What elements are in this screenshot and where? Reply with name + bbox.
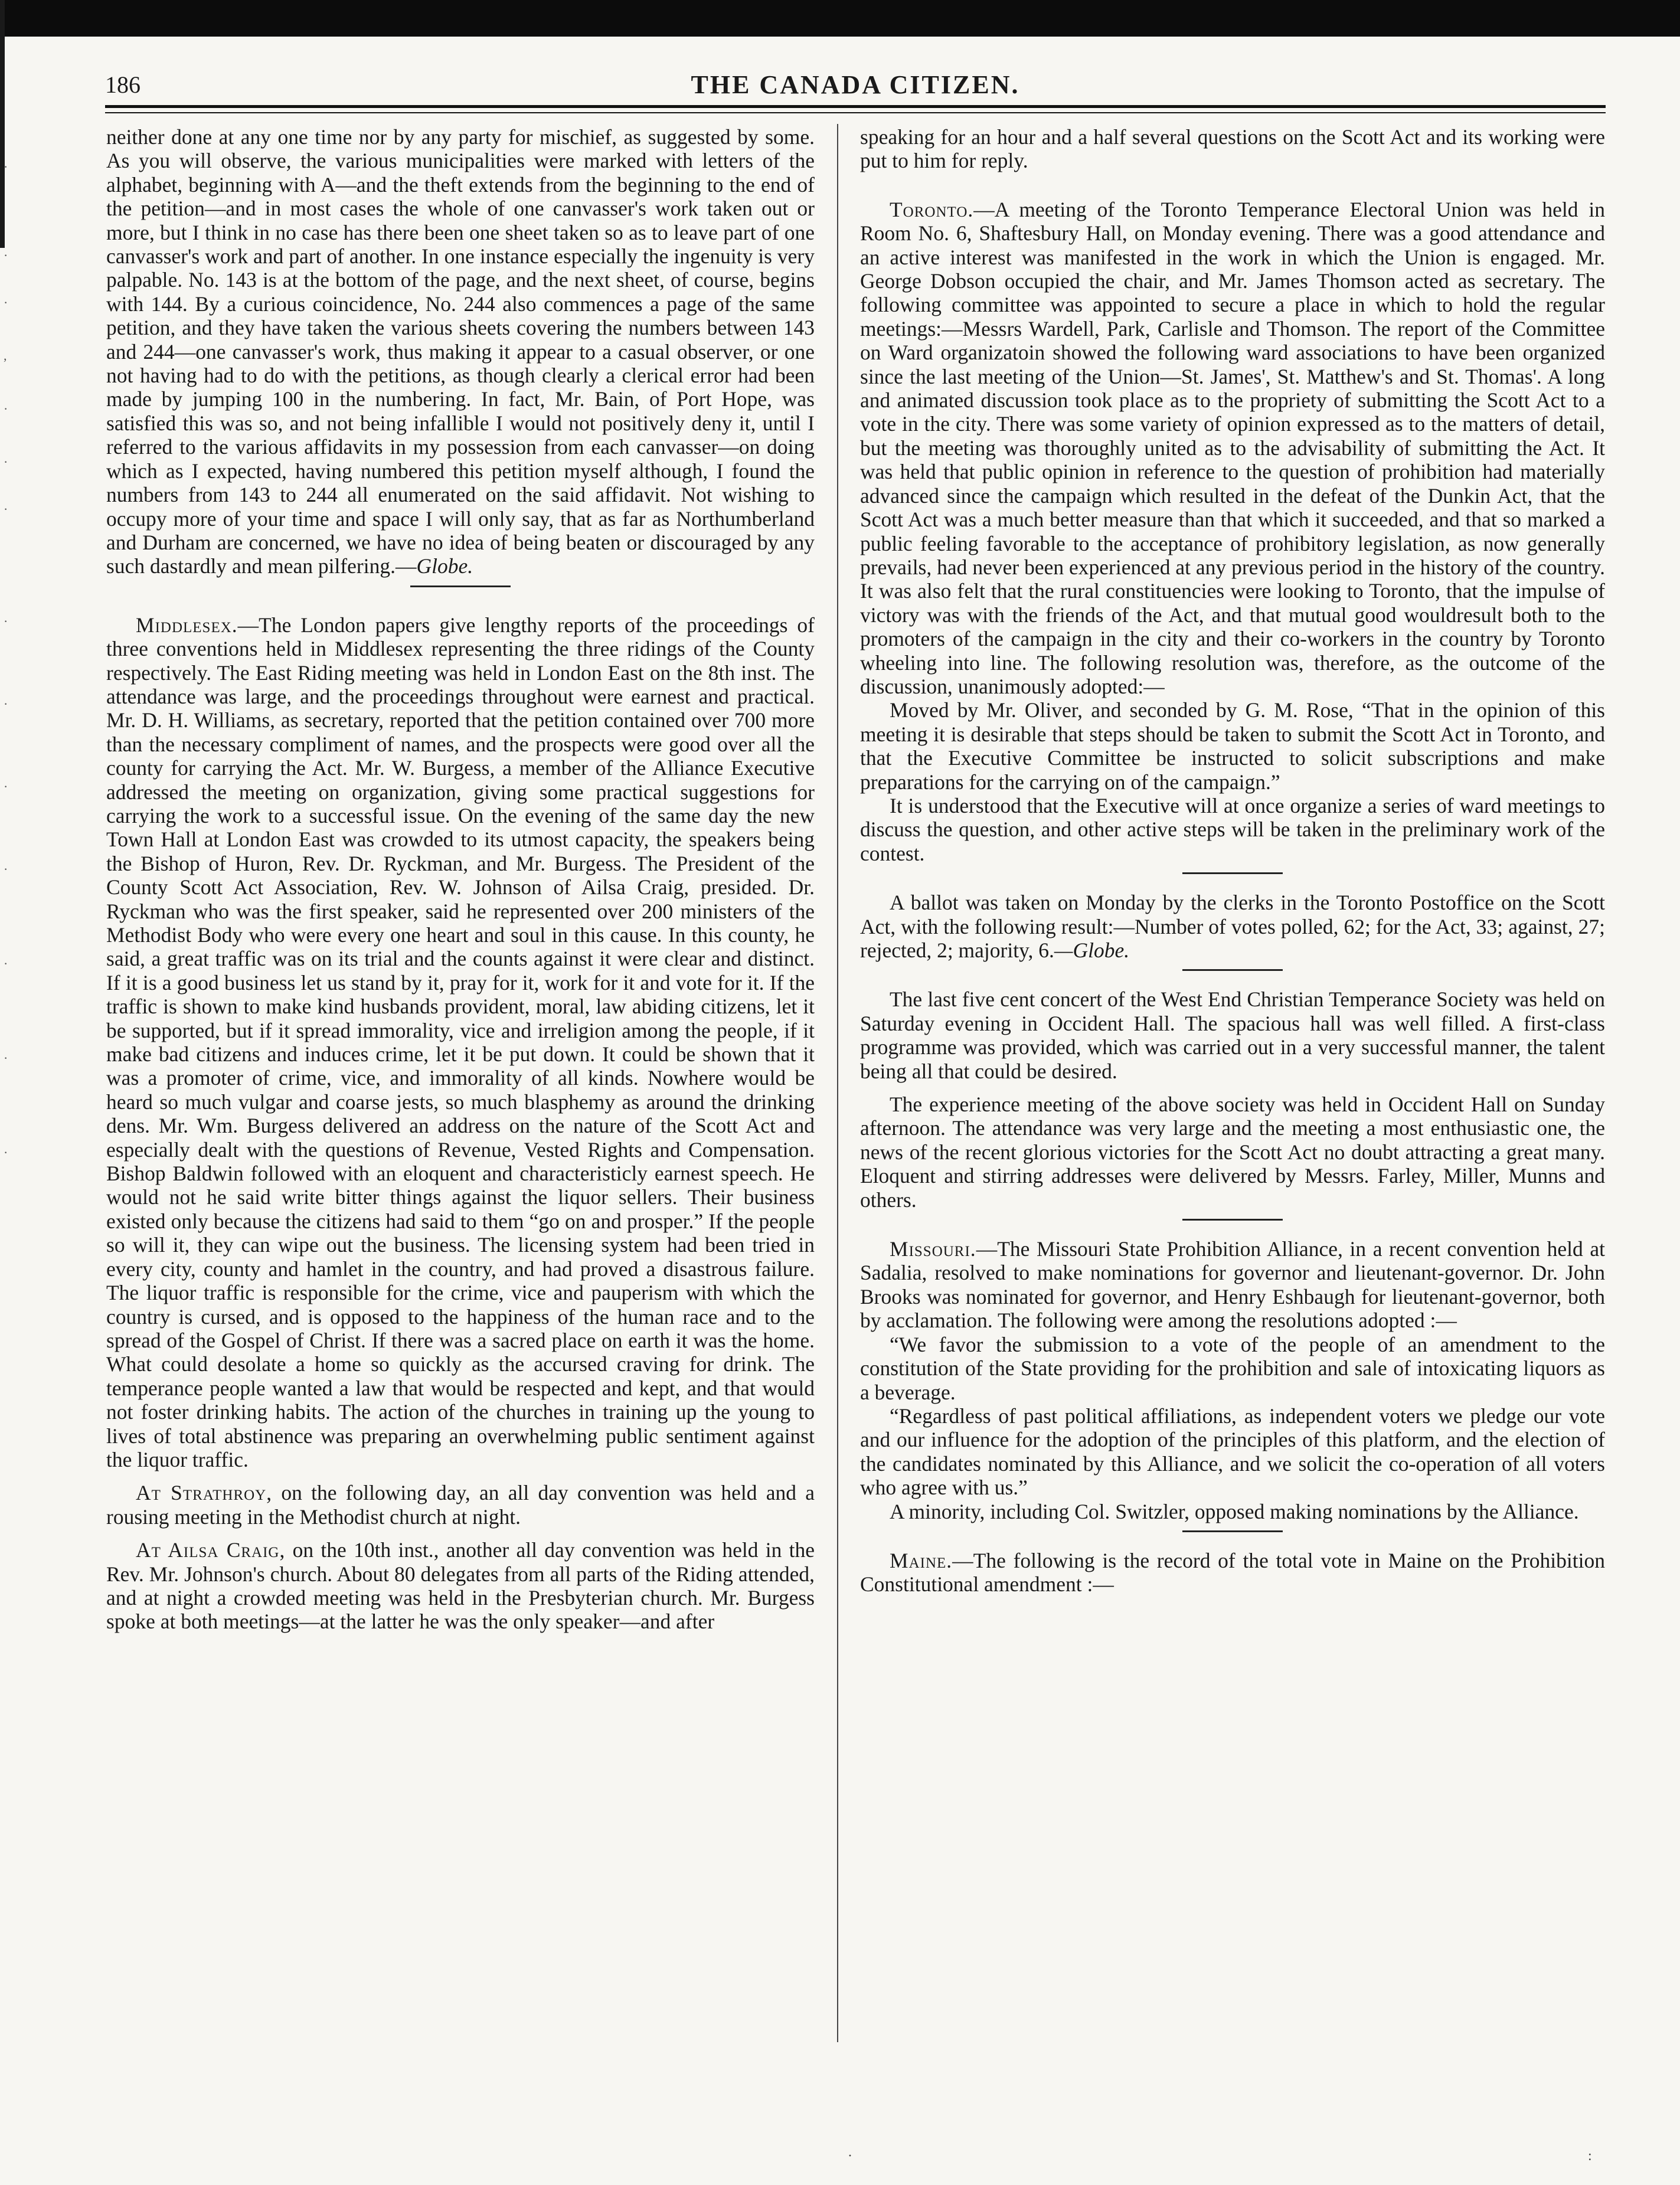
newspaper-title: THE CANADA CITIZEN. <box>691 70 1020 99</box>
section-divider <box>1182 969 1283 971</box>
section-divider <box>1182 1530 1283 1532</box>
section-heading: Toronto. <box>890 197 974 221</box>
section-divider <box>410 585 511 587</box>
right-column <box>860 125 1605 1597</box>
article-paragraph: The last five cent concert of the West End Christian Temperance Society was held on Saturday evening in Occident Hall. The spacious hall was well filled. A first-class programme was provided, which was carried out in a very successful manner, the talent being all that could be desired. <box>860 987 1605 1083</box>
column-divider <box>837 124 838 2042</box>
section-heading: At Ailsa Craig, <box>136 1538 286 1562</box>
masthead <box>105 66 1606 102</box>
article-paragraph: Toronto.—A meeting of the Toronto Temperance Electoral Union was held in Room No. 6, Shaftesbury Hall, on Monday evening. There was a good attendance and an active interest was manifested in the work in which the Union is engaged. Mr. George Dobson occupied the chair, and Mr. James Thomson acted as secretary. The following committee was appointed to secure a place in which to hold the regular meetings:—Messrs Wardell, Park, Carlisle and Thomson. The report of the Committee on Ward organizatoin showed the following ward associations to have been organized since the last meeting of the Union—St. James', St. Matthew's and St. Thomas'. A long and animated discussion took place as to the propriety of submitting the Scott Act to a vote in the city. There was some variety of opinion expressed as to the matters of detail, but the meeting was thoroughly united as to the advisability of submitting the Act. It was held that public opinion in reference to the question of prohibition had materially advanced since the campaign which resulted in the defeat of the Dunkin Act, that the Scott Act was a much better measure than that which it succeeded, and that so marked a public feeling favorable to the acceptance of prohibitory legislation, as now generally prevails, had never been experienced at any previous period in the history of the country. It was also felt that the rural constituencies were looking to Toronto, that the impulse of victory was with the friends of the Act, and that mutual good wouldresult both to the promoters of the campaign in the city and their co-workers in the country by Toronto wheeling into line. The following resolution was, therefore, as the outcome of the discussion, unanimously adopted:— <box>860 197 1605 698</box>
article-paragraph: A minority, including Col. Switzler, opposed making nominations by the Alliance. <box>890 1499 1579 1523</box>
left-column <box>106 125 815 1634</box>
page-number: 186 <box>105 71 140 98</box>
article-paragraph: A ballot was taken on Monday by the clerks in the Toronto Postoffice on the Scott Act, with the following result:—Number of votes polled, 62; for the Act, 33; against, 27; rejected, 2; majority, 6.—Globe. <box>860 891 1605 962</box>
article-paragraph: Missouri.—The Missouri State Prohibition Alliance, in a recent convention held at Sadalia, resolved to make nominations for governor and lieutenant-governor. Dr. John Brooks was nominated for governor, and Henry Eshbaugh for lieutenant-governor, both by acclamation. The following were among the resolutions adopted :— <box>860 1237 1605 1333</box>
margin-specks: · · · , · · · · · · · · · · <box>4 159 8 1160</box>
article-paragraph: Middlesex.—The London papers give lengthy reports of the proceedings of three conventions held in Middlesex representing the three ridings of the County respectively. The East Riding meeting was held in London East on the 8th inst. The attendance was large, and the proceedings throughout were earnest and practical. Mr. D. H. Williams, as secretary, reported that the petition contained over 700 more than the necessary compliment of names, and the prospects were good over all the county for carrying the Act. Mr. W. Burgess, a member of the Alliance Executive addressed the meeting on organization, giving some practical suggestions for carrying the work to a successful issue. On the evening of the same day the new Town Hall at London East was crowded to its utmost capacity, the speakers being the Bishop of Huron, Rev. Dr. Ryckman, and Mr. Burgess. The President of the County Scott Act Association, Rev. W. Johnson of Ailsa Craig, presided. Dr. Ryckman who was the first speaker, said he represented over 200 ministers of the Methodist Body who were every one heart and soul in this cause. In this county, he said, a great traffic was on its trial and the counts against it were clear and distinct. If it is a good business let us stand by it, pray for it, work for it and vote for it. If the traffic is shown to make kind husbands provident, moral, law abiding citizens, let it be supported, but if it spread immorality, vice and irreligion among the people, if it make bad citizens and induces crime, let it be put down. It could be shown that it was a promoter of crime, vice, and immorality of all kinds. Nowhere would be heard so much vulgar and coarse jests, so much blasphemy as around the drinking dens. Mr. Wm. Burgess delivered an address on the nature of the Scott Act and especially dealt with the questions of Revenue, Vested Rights and Compensation. Bishop Baldwin followed with an eloquent and characteristicly earnest speech. He would not he said write bitter things against the liquor sellers. Their business existed only because the citizens had said to them “go on and prosper.” If the people so will it, they can wipe out the business. The licensing system had been tried in every city, county and hamlet in the country, and had proved a disastrous failure. The liquor traffic is responsible for the crime, vice and pauperism with which the country is cursed, and is opposed to the happiness of the human race and to the spread of the Gospel of Christ. If there was a sacred place on earth it was the home. What could desolate a home so quickly as the accursed craving for drink. The temperance people wanted a law that would be respected and kept, and that would not foster drinking habits. The action of the churches in training up the young to lives of total abstinence was preparing an overwhelming public sentiment against the liquor traffic. <box>106 613 815 1471</box>
article-paragraph: The experience meeting of the above society was held in Occident Hall on Sunday afternoon. The attendance was very large and the meeting a most enthusiastic one, the news of the recent glorious victories for the Scott Act no doubt attracting a great many. Eloquent and stirring addresses were delivered by Messrs. Farley, Miller, Munns and others. <box>860 1092 1605 1212</box>
article-paragraph: Maine.—The following is the record of the total vote in Maine on the Prohibition Constitutional amendment :— <box>860 1548 1605 1597</box>
source-credit: Globe. <box>416 554 473 578</box>
section-divider <box>1182 872 1283 874</box>
scan-top-edge <box>0 0 1680 37</box>
article-paragraph: speaking for an hour and a half several questions on the Scott Act and its working were put to him for reply. <box>860 125 1605 173</box>
section-divider <box>1182 1219 1283 1221</box>
article-paragraph: neither done at any one time nor by any party for mischief, as suggested by some. As you will observe, the various municipalities were marked with letters of the alphabet, beginning with A—and the theft extends from the beginning to the end of the petition—and in most cases the whole of one canvasser's work taken out or more, but I think in no case has there been one sheet taken so as to leave part of one canvasser's work and part of another. In one instance especially the ingenuity is very palpable. No. 143 is at the bottom of the page, and the next sheet, of course, begins with 144. By a curious coincidence, No. 244 also commences a page of the same petition, and they have taken the various sheets covering the numbers between 143 and 244—one canvasser's work, thus making it appear to a casual observer, or one not having had to do with the petitions, as though clearly a clerical error had been made by jumping 100 in the numbering. In fact, Mr. Bain, of Port Hope, was satisfied this was so, and not being infallible I would not positively deny it, until I referred to the various affidavits in my possession from each canvasser—on doing which as I expected, having numbered this petition myself although, I found the numbers from 143 to 244 all enumerated on the said affidavit. Not wishing to occupy more of your time and space I will only say, that as far as Northumberland and Durham are concerned, we have no idea of being beaten or discouraged by any such dastardly and mean pilfering.—Globe. <box>106 125 815 578</box>
section-heading: Missouri. <box>890 1237 976 1261</box>
article-paragraph: It is understood that the Executive will at once organize a series of ward meetings to discuss the question, and other active steps will be taken in the preliminary work of the contest. <box>860 793 1605 865</box>
section-heading: Middlesex. <box>136 613 238 637</box>
bottom-speck: · <box>848 2148 852 2164</box>
source-credit: —Globe. <box>1054 938 1130 962</box>
bottom-speck: : <box>1588 2148 1592 2164</box>
article-paragraph: At Strathroy, on the following day, an all day convention was held and a rousing meeting in the Methodist church at night. <box>106 1481 815 1529</box>
article-paragraph: At Ailsa Craig, on the 10th inst., another all day convention was held in the Rev. Mr. Johnson's church. About 80 delegates from all parts of the Riding attended, and at night a crowded meeting was held in the Presbyterian church. Mr. Burgess spoke at both meetings—at the latter he was the only speaker—and after <box>106 1538 815 1634</box>
header-rule-thin <box>105 112 1606 113</box>
article-paragraph: Moved by Mr. Oliver, and seconded by G. M. Rose, “That in the opinion of this meeting it is desirable that steps should be taken to submit the Scott Act in Toronto, and that the Executive Committee be instructed to solicit subscriptions and make preparations for the carrying on of the campaign.” <box>860 698 1605 794</box>
quoted-resolution: “Regardless of past political affiliations, as independent voters we pledge our vote and our influence for the adoption of the principles of this platform, and the election of the candidates nominated by this Alliance, and we solicit the co-operation of all voters who agree with us.” <box>860 1404 1605 1500</box>
section-heading: Maine. <box>890 1548 953 1572</box>
header-rule-thick <box>105 105 1606 108</box>
quoted-resolution: “We favor the submission to a vote of the people of an amendment to the constitution of the State providing for the prohibition and sale of intoxicating liquors as a beverage. <box>860 1332 1605 1404</box>
section-heading: At Strathroy, <box>136 1481 273 1505</box>
